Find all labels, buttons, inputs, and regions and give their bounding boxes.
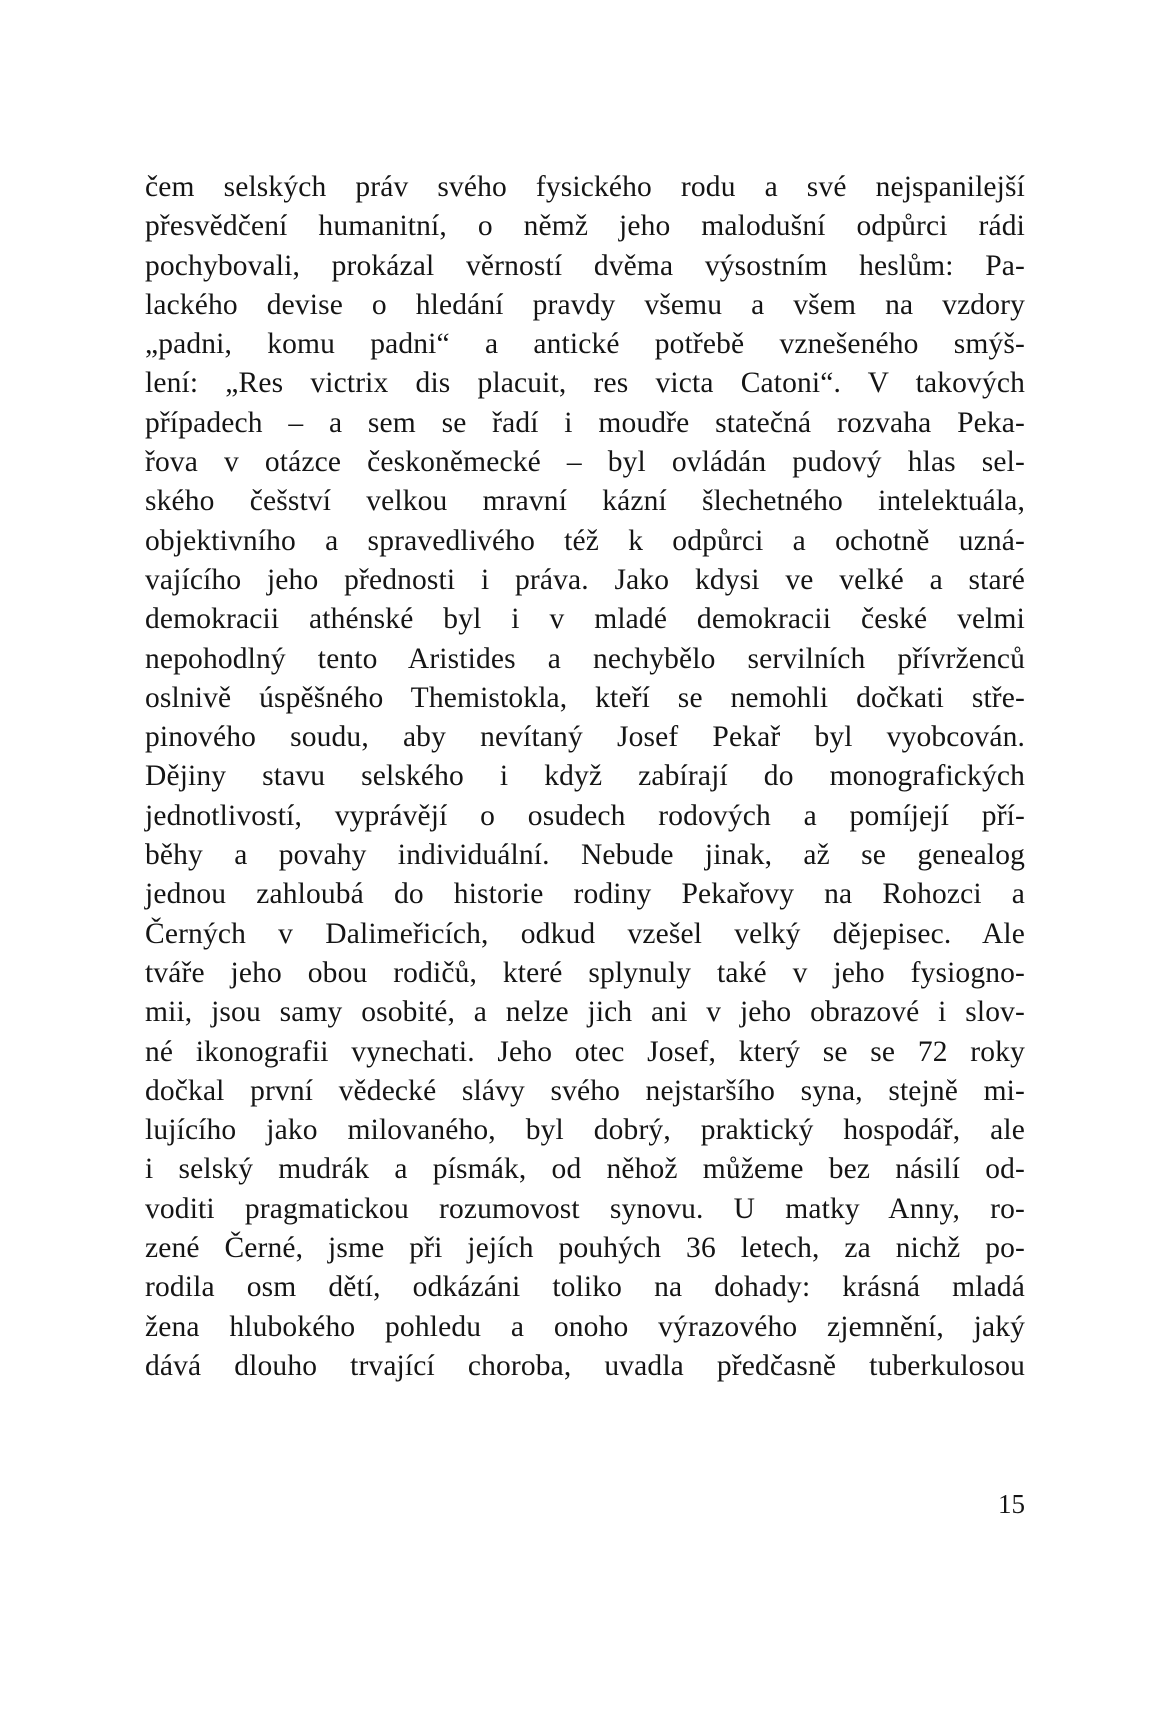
text-line: „padni, komu padni“ a antické potřebě vznešeného smýš- bbox=[145, 328, 1025, 361]
text-line: i selský mudrák a písmák, od něhož můžeme bez násilí od- bbox=[145, 1153, 1025, 1186]
text-line: žena hlubokého pohledu a onoho výrazového zjemnění, jaký bbox=[145, 1310, 1025, 1343]
text-line: demokracii athénské byl i v mladé demokracii české velmi bbox=[145, 603, 1025, 636]
text-line: Dějiny stavu selského i když zabírají do monografických bbox=[145, 760, 1025, 793]
text-line: nepohodlný tento Aristides a nechybělo servilních přívrženců bbox=[145, 642, 1025, 675]
text-line: objektivního a spravedlivého též k odpůrci a ochotně uzná- bbox=[145, 524, 1025, 557]
text-line: Černých v Dalimeřicích, odkud vzešel velký dějepisec. Ale bbox=[145, 917, 1025, 950]
text-line: jednou zahloubá do historie rodiny Pekařovy na Rohozci a bbox=[145, 878, 1025, 911]
text-line: případech – a sem se řadí i moudře statečná rozvaha Peka- bbox=[145, 406, 1025, 439]
page-number: 15 bbox=[998, 1489, 1025, 1519]
text-line: tváře jeho obou rodičů, které splynuly také v jeho fysiogno- bbox=[145, 956, 1025, 989]
text-line: dává dlouho trvající choroba, uvadla předčasně tuberkulosou bbox=[145, 1349, 1025, 1382]
text-line: mii, jsou samy osobité, a nelze jich ani v jeho obrazové i slov- bbox=[145, 996, 1025, 1029]
text-line: vajícího jeho přednosti i práva. Jako kdysi ve velké a staré bbox=[145, 563, 1025, 596]
text-line: pochybovali, prokázal věrností dvěma výsostním heslům: Pa- bbox=[145, 249, 1025, 282]
text-line: čem selských práv svého fysického rodu a své nejspanilejší bbox=[145, 171, 1025, 203]
text-line: zené Černé, jsme při jejích pouhých 36 letech, za nichž po- bbox=[145, 1232, 1025, 1265]
text-line: lení: „Res victrix dis placuit, res victa Catoni“. V takových bbox=[145, 367, 1025, 400]
text-line: voditi pragmatickou rozumovost synovu. U matky Anny, ro- bbox=[145, 1192, 1025, 1225]
body-text bbox=[145, 168, 1025, 1386]
text-line: lujícího jako milovaného, byl dobrý, praktický hospodář, ale bbox=[145, 1114, 1025, 1147]
text-line: řova v otázce českoněmecké – byl ovládán pudový hlas sel- bbox=[145, 446, 1025, 479]
text-line: rodila osm dětí, odkázáni toliko na dohady: krásná mladá bbox=[145, 1271, 1025, 1304]
text-line: né ikonografii vynechati. Jeho otec Josef, který se se 72 roky bbox=[145, 1035, 1025, 1068]
text-line: běhy a povahy individuální. Nebude jinak, až se genealog bbox=[145, 839, 1025, 872]
text-line: ského češství velkou mravní kázní šlechetného intelektuála, bbox=[145, 485, 1025, 518]
text-line: lackého devise o hledání pravdy všemu a všem na vzdory bbox=[145, 288, 1025, 321]
text-line: pinového soudu, aby nevítaný Josef Pekař byl vyobcován. bbox=[145, 721, 1025, 754]
text-line: jednotlivostí, vyprávějí o osudech rodových a pomíjejí pří- bbox=[145, 799, 1025, 832]
text-line: přesvědčení humanitní, o němž jeho malodušní odpůrci rádi bbox=[145, 210, 1025, 243]
text-line: oslnivě úspěšného Themistokla, kteří se nemohli dočkati stře- bbox=[145, 681, 1025, 714]
text-line: dočkal první vědecké slávy svého nejstaršího syna, stejně mi- bbox=[145, 1074, 1025, 1107]
